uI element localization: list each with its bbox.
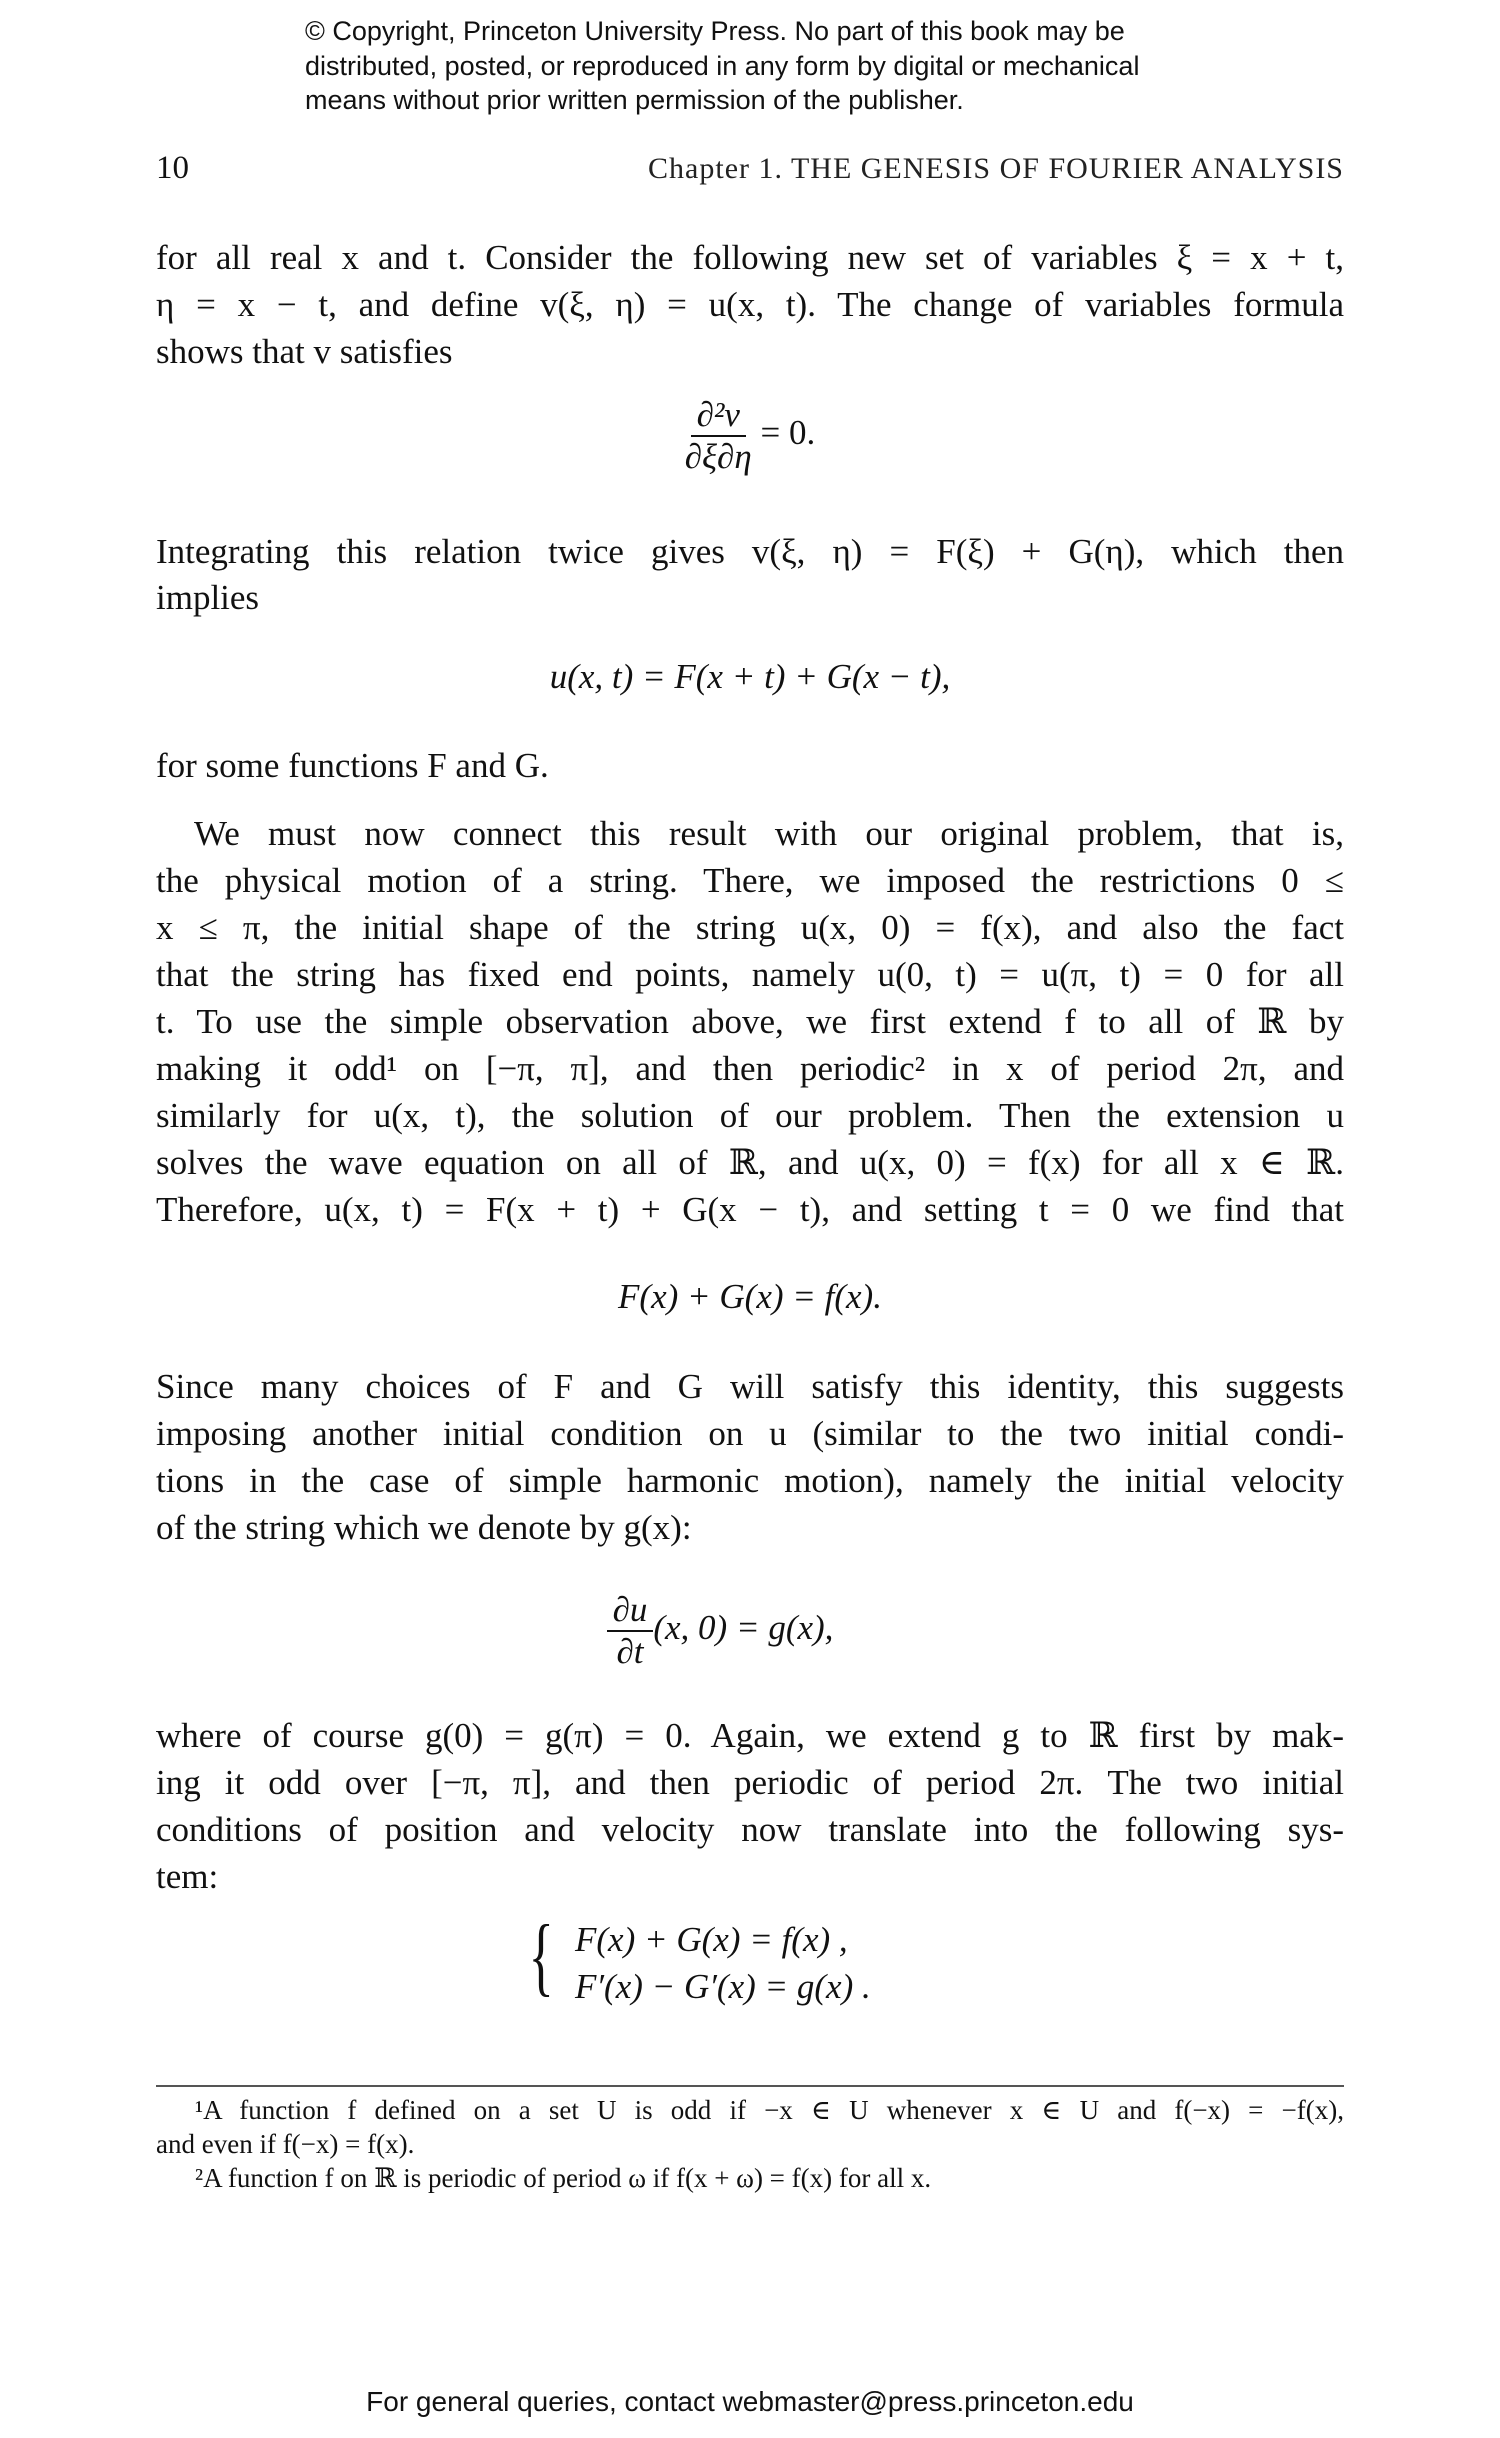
text-line: implies [156,578,260,617]
footnote-divider [156,2085,1344,2087]
footnote-1: ¹A function f defined on a set U is odd if −x ∈ U whenever x ∈ U and f(−x) = −f(x), [195,2095,1344,2125]
copyright-notice [305,14,1139,118]
running-head: Chapter 1. THE GENESIS OF FOURIER ANALYSIS [648,152,1344,185]
text-line: for all real x and t. Consider the following new set of variables ξ = x + t, [156,238,1344,277]
text-line: making it odd¹ on [−π, π], and then periodic² in x of period 2π, and [156,1049,1344,1088]
equation-3: F(x) + G(x) = f(x). [618,1277,882,1316]
system-row: F′(x) − G′(x) = g(x) . [575,1967,871,2006]
text-line: x ≤ π, the initial shape of the string u(x, 0) = f(x), and also the fact [156,908,1344,947]
equation-4 [0,1590,1470,1672]
eq-rhs: (x, 0) = g(x), [653,1608,834,1648]
eq-numerator: ∂²v [691,395,746,437]
text-line: conditions of position and velocity now translate into the following sys- [156,1810,1344,1849]
text-line: of the string which we denote by g(x): [156,1508,692,1547]
text-line: imposing another initial condition on u (similar to the two initial condi- [156,1414,1344,1453]
footnote-2: ²A function f on ℝ is periodic of period ω if f(x + ω) = f(x) for all x. [195,2163,932,2193]
text-line: We must now connect this result with our original problem, that is, [194,814,1344,853]
notice-line: © Copyright, Princeton University Press. No part of this book may be [305,16,1125,46]
left-brace: { [528,1908,554,2005]
eq-numerator: ∂u [607,1590,654,1632]
text-line: the physical motion of a string. There, we imposed the restrictions 0 ≤ [156,861,1344,900]
eq-denominator: ∂t [616,1632,644,1671]
text-line: that the string has fixed end points, namely u(0, t) = u(π, t) = 0 for all [156,955,1344,994]
text-line: for some functions F and G. [156,746,549,785]
equation-1 [0,395,1500,477]
text-line: similarly for u(x, t), the solution of our problem. Then the extension u [156,1096,1344,1135]
text-line: t. To use the simple observation above, we first extend f to all of ℝ by [156,1002,1344,1041]
footnote-1-cont: and even if f(−x) = f(x). [156,2129,415,2159]
text-line: Since many choices of F and G will satisfy this identity, this suggests [156,1367,1344,1406]
notice-line: means without prior written permission of the publisher. [305,85,964,115]
eq-denominator: ∂ξ∂η [684,437,752,476]
notice-line: distributed, posted, or reproduced in any form by digital or mechanical [305,50,1140,81]
eq-rhs: = 0. [760,413,816,453]
contact-footer: For general queries, contact webmaster@press.princeton.edu [366,2386,1134,2417]
text-line: solves the wave equation on all of ℝ, and u(x, 0) = f(x) for all x ∈ ℝ. [156,1143,1344,1182]
text-line: η = x − t, and define v(ξ, η) = u(x, t). The change of variables formula [156,285,1344,324]
equation-2: u(x, t) = F(x + t) + G(x − t), [549,657,951,696]
text-line: where of course g(0) = g(π) = 0. Again, we extend g to ℝ first by mak- [156,1716,1344,1755]
system-row: F(x) + G(x) = f(x) , [575,1920,848,1959]
text-line: tem: [156,1857,219,1896]
text-line: Integrating this relation twice gives v(ξ, η) = F(ξ) + G(η), which then [156,532,1344,571]
text-line: ing it odd over [−π, π], and then periodic of period 2π. The two initial [156,1763,1344,1802]
text-line: tions in the case of simple harmonic motion), namely the initial velocity [156,1461,1344,1500]
text-line: Therefore, u(x, t) = F(x + t) + G(x − t), and setting t = 0 we find that [156,1190,1344,1229]
text-line: shows that v satisfies [156,332,453,371]
page-number: 10 [156,150,189,186]
